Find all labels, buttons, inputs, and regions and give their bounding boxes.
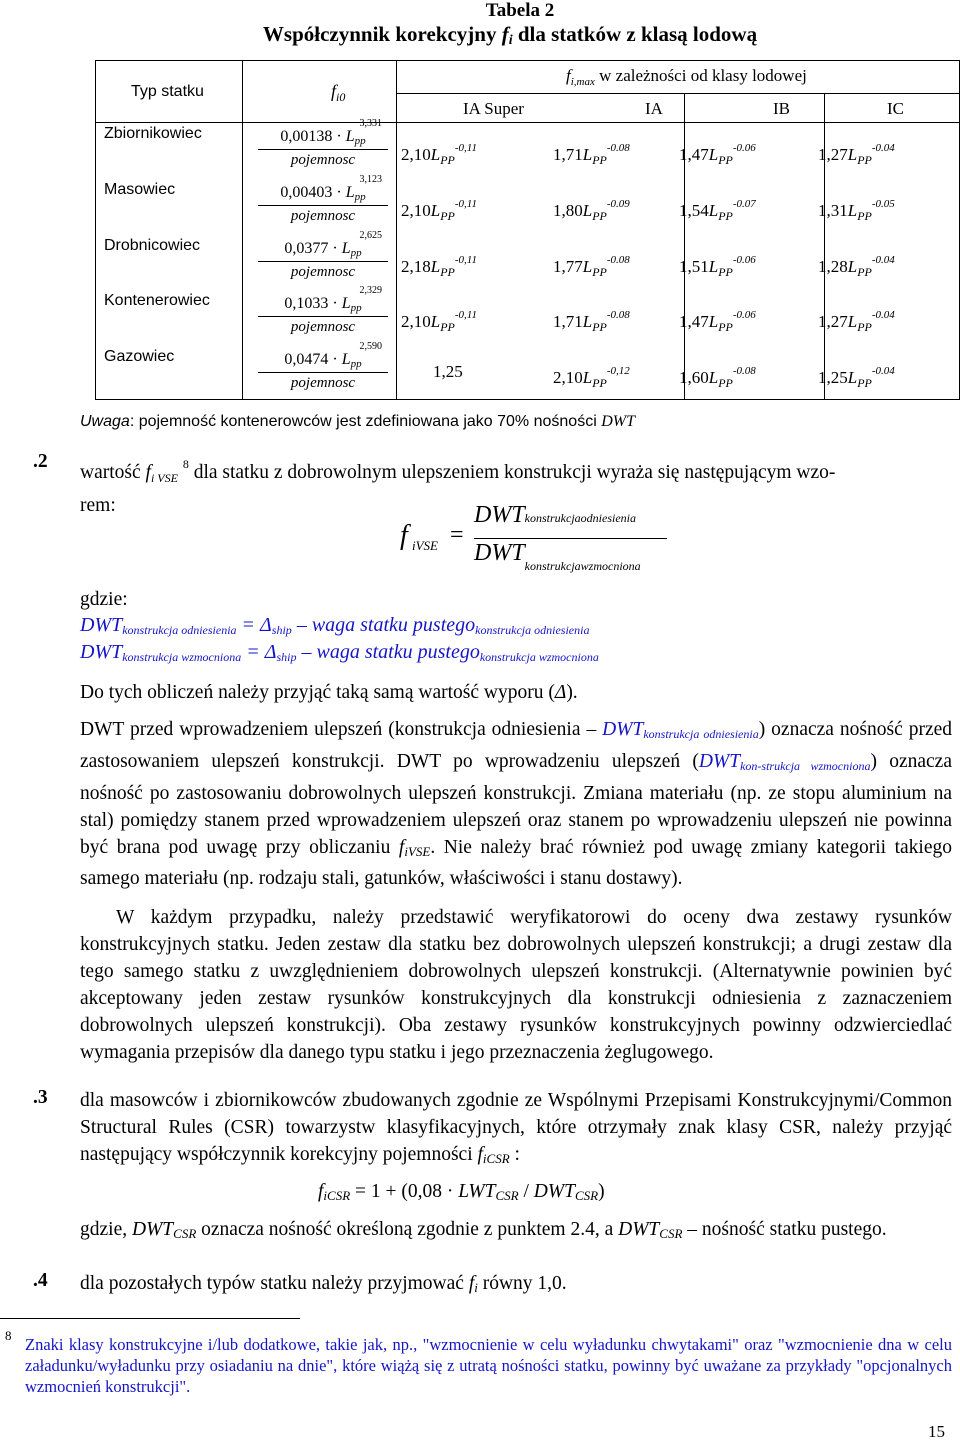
section-2-text: wartość $f_{i VSE}$ $^8$ dla statku z dobrowolnym ulepszeniem konstrukcji wyraża się następującym wzo- rem: bbox=[80, 457, 836, 516]
section-3-where: gdzie, DWTCSR oznacza nośność określoną zgodnie z punktem 2.4, a DWTCSR – nośność statku pustego. bbox=[80, 1219, 887, 1241]
fimax-value: $2,10L_{PP}^{-0,12}$ bbox=[553, 365, 630, 391]
fimax-value: $1,60L_{PP}^{-0.08}$ bbox=[679, 365, 756, 391]
header-fi0: $f_{i0}$ bbox=[331, 81, 346, 104]
fimax-value: $1,54L_{PP}^{-0.07}$ bbox=[679, 197, 756, 223]
header-ship-type: Typ statku bbox=[131, 83, 204, 100]
paragraph-drawings: W każdym przypadku, należy przedstawić weryfikatorowi do oceny dwa zestawy rysunków konstrukcyjnych statku. Jeden zestaw dla statku bez dobrowolnych ulepszeń konstrukcji; a drugi zestaw dla tego samego statku z uwzględnieniem dobrowolnych ulepszeń konstrukcji. (Alternatywnie powinien być akceptowany jeden zestaw rysunków konstrukcyjnych dla konstrukcji odniesienia z zaznaczeniem dobrowolnych ulepszeń konstrukcji). Oba zestawy rysunków konstrukcyjnych powinny odzwierciedlać wymagania przepisów dla danego typu statku i jego przeznaczenia żeglugowego. bbox=[80, 907, 952, 1063]
section-3-number: .3 bbox=[33, 1087, 48, 1108]
section-4-number: .4 bbox=[33, 1270, 48, 1291]
fimax-value: $1,27L_{PP}^{-0.04}$ bbox=[818, 142, 895, 167]
fimax-value: $1,77L_{PP}^{-0.08}$ bbox=[553, 253, 630, 279]
paragraph-dwt: DWT przed wprowadzeniem ulepszeń (konstrukcja odniesienia – DWTkonstrukcja odniesienia) oznacza nośność przed zastosowaniem ulepszeń konstrukcji. DWT po wprowadzeniu ulepszeń (DWTkon-strukcja wzmocniona) oznacza nośność po zastosowaniu dobrowolnych ulepszeń konstrukcji. Zmiana materiału (np. ze stopu aluminium na stal) pomiędzy stanem przed wprowadzeniem ulepszeń oraz stanem po wprowadzeniu ulepszeń nie powinna być brana pod uwagę przy obliczaniu fiVSE. Nie należy brać również pod uwagę zmiany kategorii takiego samego materiału (np. rodzaju stali, gatunków, właściwości i stanu dostawy). bbox=[80, 719, 953, 889]
where-label: gdzie: bbox=[80, 589, 128, 610]
fimax-value: $1,51L_{PP}^{-0.06}$ bbox=[679, 253, 756, 279]
footnote-mark: 8 bbox=[5, 1328, 12, 1343]
section-2-number: .2 bbox=[33, 451, 48, 472]
fimax-value: $1,31L_{PP}^{-0.05}$ bbox=[818, 197, 895, 223]
header-class-ib: IB bbox=[773, 99, 790, 118]
page-number: 15 bbox=[928, 1422, 945, 1441]
fimax-value: $2,18L_{PP}^{-0,11}$ bbox=[401, 253, 477, 279]
section-4-text: dla pozostałych typów statku należy przyjmować fi równy 1,0. bbox=[80, 1273, 567, 1295]
fimax-value: $1,47L_{PP}^{-0.06}$ bbox=[679, 142, 756, 167]
formula-ficsr: fiCSR = 1 + (0,08 · LWTCSR / DWTCSR) bbox=[318, 1181, 605, 1203]
fi0-formula: 0,0377 · Lpp 2,625 pojemnosc bbox=[258, 240, 388, 281]
table-note: Uwaga: pojemność kontenerowców jest zdefiniowana jako 70% nośności DWT bbox=[80, 413, 635, 430]
fimax-value: $1,28L_{PP}^{-0.04}$ bbox=[818, 253, 895, 279]
fimax-value: $1,71L_{PP}^{-0.08}$ bbox=[553, 142, 630, 167]
definition-reinforced: DWTkonstrukcja wzmocniona = Δship – waga statku pustegokonstrukcja wzmocniona bbox=[80, 641, 599, 664]
ship-type: Kontenerowiec bbox=[104, 292, 210, 310]
fimax-value: $2,10L_{PP}^{-0,11}$ bbox=[401, 197, 477, 223]
ship-type: Gazowiec bbox=[104, 348, 175, 366]
footnote-text: Znaki klasy konstrukcyjne i/lub dodatkowe, takie jak, np., "wzmocnienie w celu wyładunku chwytakami" oraz "wzmocnienie dna w celu załadunku/wyładunku przy osiadaniu na dnie", które wiążą się z utratą nośności statku, powinny być uważane za przykłady "opcjonalnych wzmocnień konstrukcji". bbox=[25, 1335, 952, 1396]
fimax-value: $1,80L_{PP}^{-0.09}$ bbox=[553, 197, 630, 223]
ship-type: Drobnicowiec bbox=[104, 236, 201, 254]
header-class-ia: IA bbox=[645, 99, 663, 118]
definition-reference: DWTkonstrukcja odniesienia = Δship – waga statku pustegokonstrukcja odniesienia bbox=[80, 614, 590, 637]
fimax-value: 1,25 bbox=[433, 362, 463, 382]
header-class-ia-super: IA Super bbox=[463, 99, 524, 118]
section-3-text: dla masowców i zbiornikowców zbudowanych zgodnie ze Wspólnymi Przepisami Konstrukcyjnymi/Common Structural Rules (CSR) towarzystw klasyfikacyjnych, które otrzymały znak klasy CSR, należy przyjąć następujący współczynnik korekcyjny pojemności fiCSR : bbox=[80, 1090, 952, 1166]
ice-class-table bbox=[95, 60, 960, 400]
table-number: Tabela 2 bbox=[485, 0, 555, 21]
displacement-note: Do tych obliczeń należy przyjąć taką samą wartość wyporu (Δ). bbox=[80, 682, 578, 703]
footnote-divider bbox=[0, 1318, 300, 1319]
fimax-value: $2,10L_{PP}^{-0,11}$ bbox=[401, 309, 477, 335]
fimax-value: $1,71L_{PP}^{-0.08}$ bbox=[553, 309, 630, 335]
table-title: Współczynnik korekcyjny $f_i$ dla statków z klasą lodową bbox=[262, 22, 758, 48]
fi0-formula: 0,0474 · Lpp 2,590 pojemnosc bbox=[258, 351, 388, 392]
fimax-value: $1,25L_{PP}^{-0.04}$ bbox=[818, 365, 895, 391]
fi0-formula: 0,1033 · Lpp 2,329 pojemnosc bbox=[258, 295, 388, 336]
fimax-value: $2,10L_{PP}^{-0,11}$ bbox=[401, 142, 477, 167]
header-class-ic: IC bbox=[887, 99, 904, 118]
header-fimax: $f_{i,max}$ w zależności od klasy lodowej bbox=[566, 66, 807, 88]
formula-fivse: f iVSE = DWTkonstrukcjaodniesienia $DWT_{konstrukcjawzmocniona}$ bbox=[400, 502, 700, 582]
fimax-value: $1,27L_{PP}^{-0.04}$ bbox=[818, 309, 895, 335]
fi0-formula: 0,00403 · Lpp 3,123 pojemnosc bbox=[258, 184, 388, 225]
ship-type: Zbiornikowiec bbox=[104, 125, 202, 142]
fi0-formula: 0,00138 · Lpp 3,331 pojemnosc bbox=[258, 128, 388, 169]
ship-type: Masowiec bbox=[104, 180, 176, 198]
fimax-value: $1,47L_{PP}^{-0.06}$ bbox=[679, 309, 756, 335]
